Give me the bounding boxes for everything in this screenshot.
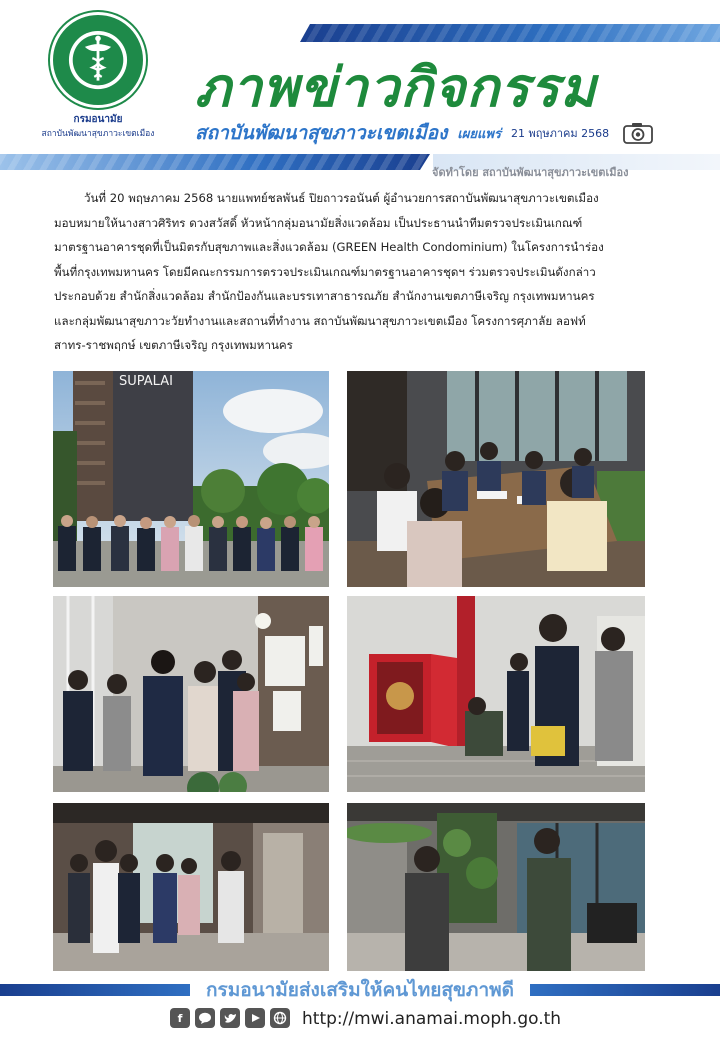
header-top-stripe: [300, 24, 720, 42]
article-line: และกลุ่มพัฒนาสุขภาวะวัยทำงานและสถานที่ทำงาน สถาบันพัฒนาสุขภาวะเขตเมือง โครงการศุภาลัย ลอฟท์: [54, 313, 586, 328]
ministry-logo: [50, 12, 146, 108]
header-mid-stripe: [0, 154, 430, 170]
article-line: พื้นที่กรุงเทพมหานคร โดยมีคณะกรรมการตรวจประเมินเกณฑ์มาตรฐานอาคารชุดฯ ร่วมตรวจประเมินดังกล่าว: [54, 264, 596, 279]
organizer-credit: จัดทำโดย สถาบันพัฒนาสุขภาวะเขตเมือง: [432, 166, 629, 179]
camera-icon: [623, 122, 653, 144]
article-body: [54, 186, 666, 358]
social-icons: [170, 1008, 290, 1028]
photo-fitness: [347, 803, 645, 971]
article-line: ประกอบด้วย สำนักสิ่งแวดล้อม สำนักป้องกันและบรรเทาสาธารณภัย สำนักงานเขตภาษีเจริญ กรุงเทพมหานคร: [54, 289, 595, 303]
publish-date: 21 พฤษภาคม 2568: [510, 127, 610, 140]
page-headline: ภาพข่าวกิจกรรม: [195, 56, 597, 119]
website-icon[interactable]: [270, 1008, 290, 1028]
footer-slogan: กรมอนามัยส่งเสริมให้คนไทยสุขภาพดี: [205, 979, 514, 1001]
footer-band-left: [0, 984, 190, 996]
photo-lobby: [53, 803, 329, 971]
photo-fire-cabinet: [347, 596, 645, 792]
facebook-icon[interactable]: f: [170, 1008, 190, 1028]
article-line: มอบหมายให้นางสาวศิริทร ดวงสวัสดิ์ หัวหน้ากลุ่มอนามัยสิ่งแวดล้อม เป็นประธานนำทีมตรวจประเมินเกณฑ์: [54, 215, 583, 230]
line-icon[interactable]: [195, 1008, 215, 1028]
youtube-icon[interactable]: [245, 1008, 265, 1028]
institute-name: สถาบันพัฒนาสุขภาวะเขตเมือง: [195, 122, 448, 144]
photo-meeting-table: [347, 371, 645, 587]
footer-band-right: [530, 984, 720, 996]
photo-building-group: [53, 371, 329, 587]
institute-line: [195, 118, 653, 148]
article-line: มาตรฐานอาคารชุดที่เป็นมิตรกับสุขภาพและสิ่งแวดล้อม (GREEN Health Condominium) ในโครงการนำร่อง: [54, 240, 604, 254]
article-line: วันที่ 20 พฤษภาคม 2568 นายแพทย์ชลพันธ์ ปิยถาวรอนันต์ ผู้อำนวยการสถาบันพัฒนาสุขภาวะเขตเมือง: [84, 191, 599, 205]
twitter-icon[interactable]: [220, 1008, 240, 1028]
building-sign-text: SUPALAI: [119, 374, 173, 389]
department-name: กรมอนามัย: [73, 114, 123, 125]
ministry-seal-icon: [53, 15, 143, 105]
department-subtitle: สถาบันพัฒนาสุขภาวะเขตเมือง: [41, 129, 155, 139]
publish-label: เผยแพร่: [457, 126, 501, 142]
article-line: สาทร-ราชพฤกษ์ เขตภาษีเจริญ กรุงเทพมหานคร: [54, 338, 293, 352]
photo-notice-board: [53, 596, 329, 792]
website-link[interactable]: http://mwi.anamai.moph.go.th: [302, 1009, 562, 1029]
